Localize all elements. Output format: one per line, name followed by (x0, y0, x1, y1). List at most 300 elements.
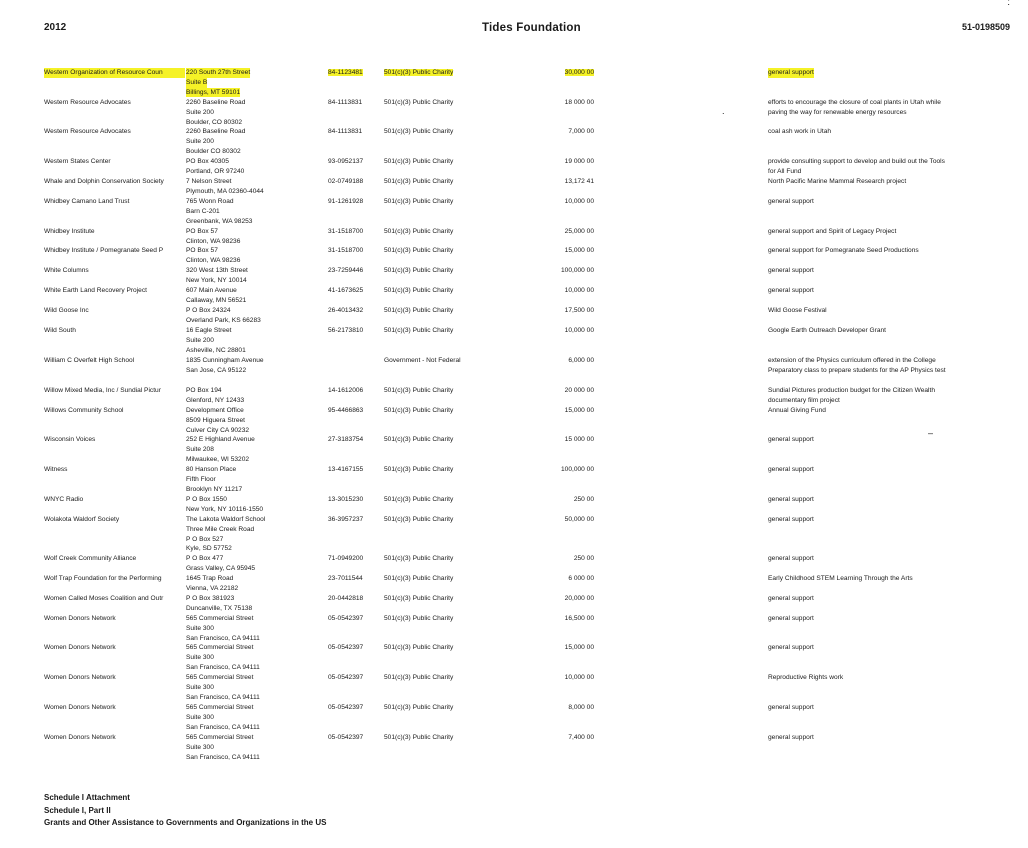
grant-purpose (768, 643, 1018, 653)
grant-ein-text: 13-3015230 (328, 496, 364, 503)
grant-classification-text: 501(c)(3) Public Charity (384, 198, 454, 205)
grant-purpose-line: for All Fund (768, 167, 802, 175)
grant-amount (518, 98, 594, 108)
grant-amount-text: 7,400 00 (568, 734, 594, 741)
grant-purpose (768, 326, 1018, 336)
grant-classification (384, 733, 494, 743)
grant-org-name (44, 286, 185, 296)
grant-amount-text: 16,500 00 (564, 615, 594, 622)
grant-amount-text: 100,000 00 (560, 267, 594, 274)
grant-ein (328, 246, 376, 256)
grant-org-name-text: Women Donors Network (44, 734, 116, 741)
grant-classification-text: 501(c)(3) Public Charity (384, 496, 454, 503)
grant-classification-text: 501(c)(3) Public Charity (384, 228, 454, 235)
grant-purpose-line: general support (768, 595, 814, 602)
grant-address-line: Fifth Floor (186, 475, 216, 483)
grant-amount (518, 266, 594, 276)
grant-address-line: PO Box 40305 (186, 158, 229, 165)
grant-classification-text: 501(c)(3) Public Charity (384, 128, 454, 135)
grant-org-name-text: WNYC Radio (44, 496, 84, 503)
grant-address-line: Barn C-201 (186, 207, 220, 215)
grant-purpose (768, 733, 1018, 743)
grant-classification (384, 197, 494, 207)
grant-amount (518, 733, 594, 743)
grant-purpose-line: Annual Giving Fund (768, 407, 826, 414)
grant-org-name (44, 495, 185, 505)
grant-address-line: 2260 Baseline Road (186, 128, 246, 135)
grant-classification-text: 501(c)(3) Public Charity (384, 734, 454, 741)
grant-address-line: Greenbank, WA 98253 (186, 217, 253, 225)
grant-address-line: New York, NY 10116-1550 (186, 505, 264, 513)
grant-org-name (44, 177, 185, 187)
grant-classification (384, 574, 494, 584)
grant-amount-text: 15,000 00 (564, 644, 594, 651)
grant-ein (328, 673, 376, 683)
grant-address-line: Suite 300 (186, 653, 214, 661)
grant-ein (328, 465, 376, 475)
grant-purpose-line: general support (768, 198, 814, 205)
grant-org-name-text: White Earth Land Recovery Project (44, 287, 147, 294)
grant-amount-text: 17,500 00 (564, 307, 594, 314)
grant-classification-text: 501(c)(3) Public Charity (384, 307, 454, 314)
grant-org-name (44, 614, 185, 624)
grant-purpose-line: general support (768, 555, 814, 562)
grant-ein-text: 56-2173810 (328, 327, 364, 334)
grant-purpose (768, 98, 1018, 118)
grant-ein (328, 554, 376, 564)
grant-purpose (768, 614, 1018, 624)
grant-amount-text: 7,000 00 (568, 128, 594, 135)
grant-org-name (44, 157, 185, 167)
grant-purpose-line: general support (768, 615, 814, 622)
grant-org-name-text: Women Donors Network (44, 704, 116, 711)
grant-ein-text: 05-0542397 (328, 704, 364, 711)
grant-amount (518, 68, 594, 78)
grant-ein (328, 68, 376, 78)
grant-org-name-text: Whidbey Camano Land Trust (44, 198, 130, 205)
grant-address-line: 565 Commercial Street (186, 615, 254, 622)
grant-ein (328, 495, 376, 505)
grant-ein-text: 41-1673625 (328, 287, 364, 294)
grant-address-line: Glenford, NY 12433 (186, 396, 245, 404)
grant-org-name (44, 98, 185, 108)
grant-ein (328, 594, 376, 604)
grant-address-line: Suite 300 (186, 743, 214, 751)
grant-classification (384, 177, 494, 187)
grant-classification-text: 501(c)(3) Public Charity (384, 704, 454, 711)
grant-ein-text: 05-0542397 (328, 644, 364, 651)
grant-address-line: Callaway, MN 56521 (186, 296, 247, 304)
grant-address-line: 1835 Cunningham Avenue (186, 357, 264, 364)
grant-classification (384, 406, 494, 416)
grant-org-name-text: Whidbey Institute / Pomegranate Seed P (44, 247, 164, 254)
grant-classification-text: 501(c)(3) Public Charity (384, 99, 454, 106)
grant-ein (328, 98, 376, 108)
grant-address-line: P O Box 24324 (186, 307, 231, 314)
grant-amount-text: 25,000 00 (564, 228, 594, 235)
grant-classification-text: 501(c)(3) Public Charity (384, 555, 454, 562)
grant-classification-text: 501(c)(3) Public Charity (384, 407, 454, 414)
grant-ein-text: 23-7011544 (328, 575, 363, 582)
grant-classification (384, 554, 494, 564)
grant-address-line: Grass Valley, CA 95945 (186, 564, 256, 572)
grant-address-line: Development Office (186, 407, 244, 414)
grant-ein-text: 05-0542397 (328, 734, 364, 741)
grant-address-line: 2260 Baseline Road (186, 99, 246, 106)
grant-address (186, 435, 326, 464)
grant-purpose (768, 227, 1018, 237)
grant-address (186, 98, 326, 127)
grant-org-name-text: Women Donors Network (44, 674, 116, 681)
grant-classification (384, 227, 494, 237)
grant-purpose-line: general support (768, 734, 814, 741)
grant-ein (328, 406, 376, 416)
grant-ein (328, 574, 376, 584)
grant-org-name (44, 643, 185, 653)
grant-address-line: Asheville, NC 28801 (186, 346, 246, 354)
grant-address (186, 127, 326, 156)
grant-classification (384, 465, 494, 475)
grant-org-name-text: Willow Mixed Media, Inc / Sundial Pictur (44, 387, 161, 394)
grant-org-name (44, 406, 185, 416)
grant-amount-text: 10,000 00 (564, 198, 594, 205)
grant-address-line: San Francisco, CA 94111 (186, 634, 260, 642)
grant-purpose-line: Preparatory class to prepare students for the AP Physics test (768, 366, 946, 374)
grant-purpose (768, 574, 1018, 584)
grant-address-line: Three Mile Creek Road (186, 525, 255, 533)
grant-ein-text: 71-0949200 (328, 555, 364, 562)
grant-org-name-text: Wolf Trap Foundation for the Performing (44, 575, 162, 582)
grant-classification-text: 501(c)(3) Public Charity (384, 466, 454, 473)
grant-address (186, 386, 326, 406)
grant-address-line: Plymouth, MA 02360-4044 (186, 187, 264, 195)
grant-address (186, 703, 326, 732)
grant-ein-text: 14-1612006 (328, 387, 364, 394)
grant-org-name-text: Whidbey Institute (44, 228, 95, 235)
grant-classification-text: 501(c)(3) Public Charity (384, 178, 454, 185)
grant-purpose-line: extension of the Physics curriculum offered in the College (768, 357, 936, 364)
grant-org-name (44, 594, 185, 604)
grant-address-line: Suite 200 (186, 137, 214, 145)
grant-address-line: Portland, OR 97240 (186, 167, 245, 175)
grant-org-name (44, 356, 185, 366)
grant-org-name (44, 386, 185, 396)
grant-address (186, 246, 326, 266)
grant-ein-text: 93-0952137 (328, 158, 364, 165)
grant-amount (518, 406, 594, 416)
grant-ein-text: 27-3183754 (328, 436, 364, 443)
grant-ein (328, 386, 376, 396)
grant-amount-text: 13,172 41 (564, 178, 594, 185)
grant-classification-text: 501(c)(3) Public Charity (384, 436, 454, 443)
grant-ein (328, 177, 376, 187)
grant-ein-text: 13-4167155 (328, 466, 364, 473)
grant-address (186, 554, 326, 574)
header-ein: 51-0198509 (961, 22, 1010, 32)
grant-purpose (768, 356, 1018, 376)
grant-amount-text: 6 000 00 (568, 575, 594, 582)
grant-address (186, 643, 326, 672)
grant-purpose-line: Google Earth Outreach Developer Grant (768, 327, 887, 334)
grant-org-name (44, 703, 185, 713)
grant-purpose-line: general support (768, 267, 814, 274)
grant-address (186, 356, 326, 376)
grant-org-name (44, 127, 185, 137)
grant-amount (518, 197, 594, 207)
grant-ein (328, 515, 376, 525)
grant-address (186, 673, 326, 702)
grant-purpose (768, 673, 1018, 683)
grant-amount-text: 10,000 00 (564, 287, 594, 294)
grant-address-line: 1645 Trap Road (186, 575, 234, 582)
stray-dash-mark: – (928, 428, 934, 438)
grant-org-name-text: Western Resource Advocates (44, 99, 131, 106)
grant-amount (518, 673, 594, 683)
grant-classification-text: 501(c)(3) Public Charity (384, 69, 454, 76)
grant-purpose-line: Early Childhood STEM Learning Through the Arts (768, 575, 913, 582)
grant-address-line: 565 Commercial Street (186, 674, 254, 681)
grant-ein (328, 197, 376, 207)
grant-address-line: Suite 208 (186, 445, 214, 453)
grant-purpose (768, 386, 1018, 406)
grant-ein (328, 326, 376, 336)
grant-amount-text: 15,000 00 (564, 247, 594, 254)
grant-amount (518, 554, 594, 564)
grant-address-line: P O Box 477 (186, 555, 224, 562)
grant-org-name-text: William C Overfelt High School (44, 357, 135, 364)
grant-classification-text: 501(c)(3) Public Charity (384, 327, 454, 334)
grant-purpose (768, 266, 1018, 276)
grant-ein (328, 435, 376, 445)
grant-ein-text: 91-1261928 (328, 198, 364, 205)
grant-amount (518, 614, 594, 624)
grant-ein-text: 84-1113831 (328, 99, 363, 106)
grant-purpose-line: general support (768, 69, 814, 76)
grant-address-line: P O Box 1550 (186, 496, 227, 503)
grant-classification (384, 643, 494, 653)
grant-address (186, 406, 326, 435)
grant-ein-text: 95-4466863 (328, 407, 364, 414)
grant-org-name (44, 515, 185, 525)
footer-schedule-attachment: Schedule I Attachment (44, 793, 130, 802)
grant-classification (384, 98, 494, 108)
grant-address-line: San Francisco, CA 94111 (186, 663, 260, 671)
grant-org-name (44, 68, 185, 78)
grant-address (186, 306, 326, 326)
grant-address (186, 733, 326, 762)
grant-amount (518, 435, 594, 445)
grant-address-line: Brooklyn NY 11217 (186, 485, 243, 493)
stray-dot-mark: . (722, 106, 725, 116)
grant-classification-text: 501(c)(3) Public Charity (384, 287, 454, 294)
grant-purpose-line: general support (768, 704, 814, 711)
grant-classification-text: Government - Not Federal (384, 357, 461, 364)
grant-amount-text: 19 000 00 (564, 158, 594, 165)
grant-purpose-line: general support (768, 287, 814, 294)
grant-address-line: PO Box 194 (186, 387, 222, 394)
grant-org-name (44, 326, 185, 336)
grant-address-line: Overland Park, KS 66283 (186, 316, 261, 324)
grant-address (186, 286, 326, 306)
grant-address-line: Kyle, SD 57752 (186, 545, 232, 553)
grant-purpose (768, 594, 1018, 604)
grant-amount-text: 50,000 00 (564, 516, 594, 523)
grant-purpose-line: efforts to encourage the closure of coal plants in Utah while (768, 99, 941, 106)
grant-address-line: PO Box 57 (186, 247, 218, 254)
grant-purpose-line: North Pacific Marine Mammal Research project (768, 178, 907, 185)
grant-address-line: Duncanville, TX 75138 (186, 604, 253, 612)
grant-org-name-text: Western Resource Advocates (44, 128, 131, 135)
grant-address (186, 326, 326, 355)
grant-classification-text: 501(c)(3) Public Charity (384, 615, 454, 622)
grant-amount-text: 15,000 00 (564, 407, 594, 414)
grant-purpose-line: Wild Goose Festival (768, 307, 827, 314)
grant-org-name-text: Women Donors Network (44, 644, 116, 651)
grant-purpose-line: coal ash work in Utah (768, 128, 832, 135)
grant-address (186, 197, 326, 226)
grant-purpose (768, 197, 1018, 207)
grant-ein-text: 02-0749188 (328, 178, 364, 185)
grant-ein (328, 157, 376, 167)
grant-classification (384, 515, 494, 525)
grant-amount (518, 177, 594, 187)
grant-classification-text: 501(c)(3) Public Charity (384, 595, 454, 602)
grant-purpose-line: paving the way for renewable energy resources (768, 108, 907, 116)
grant-purpose-line: general support for Pomegranate Seed Productions (768, 247, 919, 254)
grant-amount-text: 10,000 00 (564, 674, 594, 681)
grant-amount (518, 643, 594, 653)
grant-classification (384, 703, 494, 713)
grant-ein (328, 614, 376, 624)
grant-purpose (768, 406, 1018, 416)
grant-address-line: 8509 Higuera Street (186, 416, 246, 424)
grant-ein-text: 05-0542397 (328, 674, 364, 681)
grant-address-line: Boulder CO 80302 (186, 147, 241, 155)
grant-purpose-line: general support (768, 466, 814, 473)
grant-address (186, 574, 326, 594)
grant-purpose (768, 286, 1018, 296)
grant-amount-text: 6,000 00 (568, 357, 594, 364)
grant-classification-text: 501(c)(3) Public Charity (384, 247, 454, 254)
grant-amount-text: 10,000 00 (564, 327, 594, 334)
grant-amount-text: 8,000 00 (568, 704, 594, 711)
grant-amount-text: 18 000 00 (564, 99, 594, 106)
grant-org-name (44, 197, 185, 207)
grant-classification (384, 614, 494, 624)
grant-purpose (768, 68, 1018, 78)
grant-address-line: 252 E Highland Avenue (186, 436, 255, 443)
grant-amount (518, 127, 594, 137)
grant-address-line: Boulder, CO 80302 (186, 118, 243, 126)
grant-org-name (44, 673, 185, 683)
grant-classification (384, 326, 494, 336)
footer (44, 792, 326, 830)
grant-ein (328, 733, 376, 743)
grant-address (186, 495, 326, 515)
grant-address-line: Billings, MT 59101 (186, 88, 241, 96)
grant-address (186, 614, 326, 643)
grant-org-name-text: Willows Community School (44, 407, 124, 414)
grant-amount (518, 495, 594, 505)
grant-classification (384, 246, 494, 256)
grant-purpose-line: general support (768, 644, 814, 651)
header-year: 2012 (44, 22, 67, 33)
grant-classification-text: 501(c)(3) Public Charity (384, 267, 454, 274)
grant-amount (518, 703, 594, 713)
grant-org-name (44, 246, 185, 256)
grant-purpose-line: general support (768, 516, 814, 523)
grant-amount-text: 250 00 (573, 496, 594, 503)
grant-amount-text: 20 000 00 (564, 387, 594, 394)
grant-classification (384, 673, 494, 683)
grant-address-line: 607 Main Avenue (186, 287, 237, 294)
grant-amount (518, 227, 594, 237)
grant-purpose (768, 306, 1018, 316)
grant-org-name (44, 266, 185, 276)
grant-org-name (44, 574, 185, 584)
grant-classification-text: 501(c)(3) Public Charity (384, 158, 454, 165)
grant-org-name-text: Women Called Moses Coalition and Outr (44, 595, 164, 602)
grant-classification (384, 356, 494, 366)
grant-address-line: San Francisco, CA 94111 (186, 693, 260, 701)
grant-address-line: 80 Hanson Place (186, 466, 237, 473)
grant-ein (328, 266, 376, 276)
grant-address (186, 177, 326, 197)
footer-schedule-title: Grants and Other Assistance to Governments and Organizations in the US (44, 818, 327, 827)
grant-purpose-line: general support and Spirit of Legacy Project (768, 228, 897, 235)
grant-address (186, 515, 326, 554)
grant-address-line: 320 West 13th Street (186, 267, 248, 274)
grant-address-line: Clinton, WA 98236 (186, 237, 241, 245)
grant-amount (518, 326, 594, 336)
grant-org-name-text: Wild South (44, 327, 76, 334)
grant-org-name-text: Witness (44, 466, 68, 473)
grant-classification (384, 266, 494, 276)
grant-address (186, 157, 326, 177)
grant-ein-text: 84-1113831 (328, 128, 363, 135)
grant-address-line: 7 Nelson Street (186, 178, 232, 185)
grant-classification-text: 501(c)(3) Public Charity (384, 674, 454, 681)
grant-amount-text: 20,000 00 (564, 595, 594, 602)
grant-purpose-line: provide consulting support to develop and build out the Tools (768, 158, 945, 165)
grant-classification-text: 501(c)(3) Public Charity (384, 516, 454, 523)
grant-purpose (768, 177, 1018, 187)
grant-address-line: Vienna, VA 22182 (186, 584, 239, 592)
grant-org-name (44, 306, 185, 316)
grant-org-name-text: Wild Goose Inc (44, 307, 89, 314)
grant-amount (518, 246, 594, 256)
grant-purpose-line: Reproductive Rights work (768, 674, 844, 681)
corner-mark: : (1007, 0, 1010, 8)
grant-purpose-line: general support (768, 436, 814, 443)
grant-classification-text: 501(c)(3) Public Charity (384, 387, 454, 394)
grant-address-line: P O Box 381923 (186, 595, 235, 602)
grant-org-name-text: White Columns (44, 267, 89, 274)
header-organization: Tides Foundation (482, 22, 581, 34)
grant-address-line: 565 Commercial Street (186, 704, 254, 711)
grant-ein (328, 127, 376, 137)
footer-schedule-part: Schedule I, Part II (44, 805, 111, 815)
grant-ein-text: 26-4013432 (328, 307, 364, 314)
grant-amount (518, 574, 594, 584)
grant-ein-text: 20-0442818 (328, 595, 364, 602)
grant-address-line: 565 Commercial Street (186, 644, 254, 651)
grant-classification (384, 286, 494, 296)
grant-address (186, 465, 326, 494)
grant-ein-text: 84-1123481 (328, 69, 363, 76)
grant-purpose-line: Sundial Pictures production budget for the Citizen Wealth (768, 387, 936, 394)
grant-purpose (768, 465, 1018, 475)
